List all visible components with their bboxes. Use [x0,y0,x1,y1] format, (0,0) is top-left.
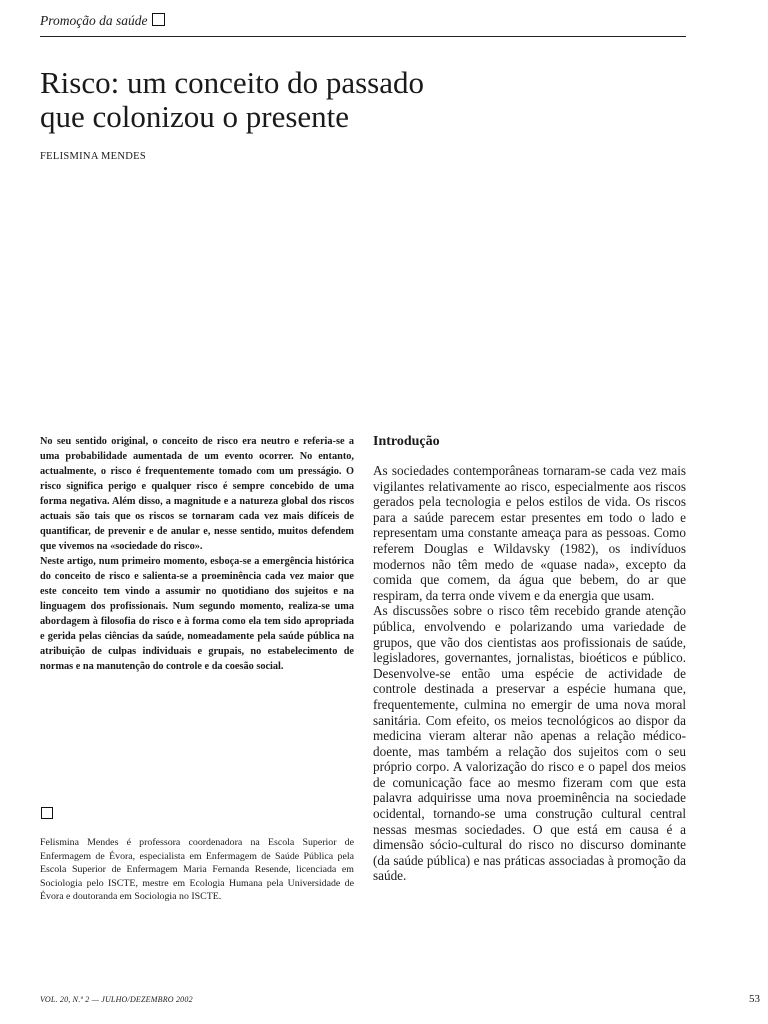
title-line: Risco: um conceito do passado [40,65,424,100]
abstract-paragraph: Neste artigo, num primeiro momento, esboça-se a emergência histórica do conceito de risco e salienta-se a proeminência cada vez maior que este conceito tem vindo a assumir no quotidiano dos sujeitos e na linguagem dos profissionais. Num segundo momento, realiza-se uma abordagem à filosofia do risco e à forma como ela tem sido apropriada e gerida pelas ciências da saúde, nomeadamente pela saúde pública na atribuição de culpas individuais e grupais, no estabelecimento de normas e na manutenção do controle e da coesão social. [40,556,354,672]
section-label: Promoção da saúde [40,13,148,28]
author-name: FELISMINA MENDES [40,151,147,162]
body-paragraph: As discussões sobre o risco têm recebido grande atenção pública, envolvendo e polarizando uma variedade de grupos, que vão dos cientistas aos profissionais de saúde, legisladores, governantes, jornalistas, bioéticos e público. Desenvolve-se então uma espécie de actividade de controle destinada a preservar a espécie humana que, frequentemente, culmina no emergir de uma nova moral sanitária. Com efeito, os meios tecnológicos ao dispor da medicina vieram alterar não apenas a relação médico-doente, mas também a relação dos sujeitos com o seu próprio corpo. A valorização do risco e o papel dos meios de comunicação face ao mesmo fizeram com que esta palavra adquirisse uma nova proeminência na sociedade ocidental, tornando-se uma construção cultural central nessas mesmas sociedades. O que está em causa é a dimensão sócio-cultural do risco no discurso dominante (da saúde pública) e nas práticas associadas à promoção da saúde. [373,603,686,884]
body-paragraph: As sociedades contemporâneas tornaram-se cada vez mais vigilantes relativamente ao risco, especialmente aos riscos gerados pela tecnologia e pelos estilos de vida. Os riscos para a saúde parecem estar presentes em todo o lado e representam uma constante ameaça para as pessoas. Como referem Douglas e Wildavsky (1982), os indivíduos modernos não têm medo de «quase nada», excepto da comida que comem, da água que bebem, do ar que respiram, da terra onde vivem e da energia que usam. [373,463,686,603]
article-title [40,66,680,134]
issue-footer: VOL. 20, N.º 2 — JULHO/DEZEMBRO 2002 [40,995,193,1004]
title-line: que colonizou o presente [40,99,350,134]
square-icon [41,807,53,819]
page-number: 53 [749,993,760,1005]
abstract-paragraph: No seu sentido original, o conceito de risco era neutro e referia-se a uma probabilidade aumentada de um evento ocorrer. No entanto, actualmente, o risco é frequentemente tomado com um presságio. O risco significa perigo e qualquer risco é sempre concebido de uma forma negativa. Além disso, a magnitude e a natureza global dos riscos actuais são tais que os riscos se tornaram cada vez mais difíceis de quantificar, de prevenir e de anular e, nesse sentido, muitos defendem que vivemos na «sociedade do risco». [40,436,354,552]
header-divider [40,36,686,37]
running-header [40,13,165,29]
author-bio: Felismina Mendes é professora coordenadora na Escola Superior de Enfermagem de Évora, especialista em Enfermagem de Saúde Pública pela Escola Superior de Enfermagem Maria Fernanda Resende, licenciada em Sociologia pelo ISCTE, mestre em Ecologia Humana pela Universidade de Évora e doutoranda em Sociologia no ISCTE. [40,837,354,903]
abstract [40,434,354,674]
square-icon [152,13,165,26]
introduction-body [373,463,686,884]
section-heading: Introdução [373,434,440,449]
